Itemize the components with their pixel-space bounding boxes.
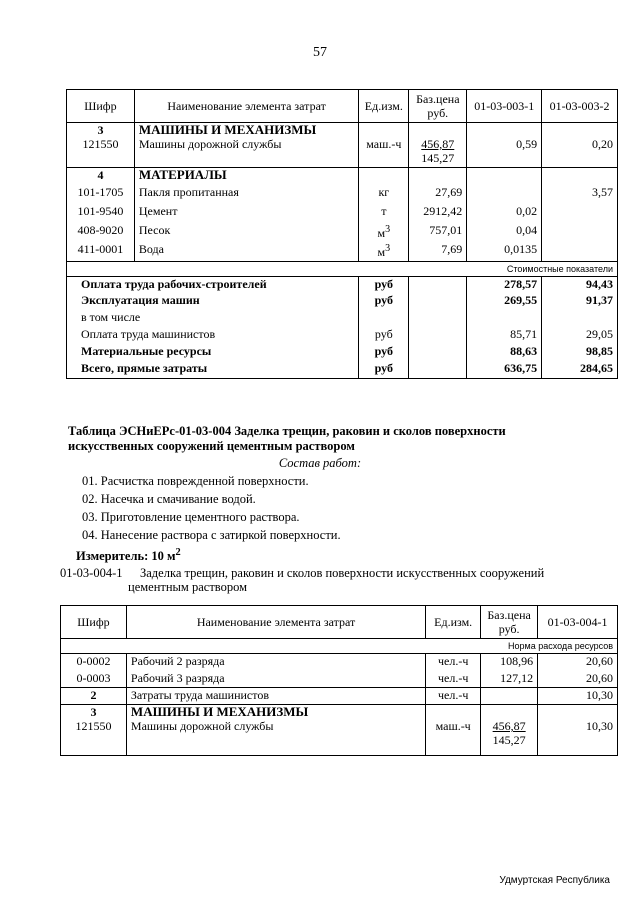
works-title: Состав работ: [278,456,362,470]
cost-row: Эксплуатация машин руб 269,55 91,37 [67,293,618,310]
table-title-line-2: искусственных сооружений цементным раствором [68,439,355,453]
work-item: 04. Нанесение раствора с затиркой поверхности. [82,528,341,542]
header-col-2: 01-03-003-2 [542,90,618,123]
table-row: 411-0001 Вода $м^3$ 7,69 0,0135 [67,242,618,261]
cost-row: Оплата труда машинистов руб 85,71 29,05 [67,327,618,344]
header-unit: Ед.изм. [359,90,409,123]
table-row: 121550 Машины дорожной службы маш.-ч 456,87 145,27 10,30 [61,719,618,755]
work-item: 01. Расчистка поврежденной поверхности. [82,474,309,488]
meter-label: Измеритель: 10 $м^2$ [76,547,181,564]
cost-header-row [67,261,618,276]
table-row: 121550 Машины дорожной службы маш.-ч 456,87 145,27 0,59 0,20 [67,137,618,167]
section-row: 3 МАШИНЫ И МЕХАНИЗМЫ [67,123,618,138]
table-header-row [61,606,618,639]
header-col-1: 01-03-004-1 [538,606,618,639]
item-desc-line-2: цементным раствором [128,580,248,594]
cost-row: в том числе [67,310,618,327]
cost-row: Оплата труда рабочих-строителей руб 278,57 94,43 [67,276,618,293]
header-code: Шифр [67,90,135,123]
header-name: Наименование элемента затрат [126,606,425,639]
table-row: 2 Затраты труда машинистов чел.-ч 10,30 [61,688,618,705]
resource-table-1 [66,89,618,379]
item-code: 01-03-004-1 [60,566,123,580]
table-title-line-1: Таблица ЭСНиЕРс-01-03-004 Заделка трещин, раковин и сколов поверхности [68,424,506,438]
table-row: 101-1705 Пакля пропитанная кг 27,69 3,57 [67,185,618,204]
section-row: 4 МАТЕРИАЛЫ [67,167,618,185]
header-code: Шифр [61,606,127,639]
cost-row: Всего, прямые затраты руб 636,75 284,65 [67,361,618,378]
header-unit: Ед.изм. [426,606,481,639]
table-row: 0-0002 Рабочий 2 разряда чел.-ч 108,96 20,60 [61,654,618,671]
work-item: 03. Приготовление цементного раствора. [82,510,300,524]
footer-region: Удмуртская Республика [499,875,610,886]
item-desc-line-1: Заделка трещин, раковин и сколов поверхности искусственных сооружений [140,566,545,580]
header-name: Наименование элемента затрат [134,90,358,123]
header-col-1: 01-03-003-1 [467,90,542,123]
header-price: Баз.цена руб. [481,606,538,639]
norm-header: Норма расхода ресурсов [481,639,618,654]
page-number: 57 [313,45,327,60]
cost-row: Материальные ресурсы руб 88,63 98,85 [67,344,618,361]
table-header-row [67,90,618,123]
table-row: 0-0003 Рабочий 3 разряда чел.-ч 127,12 20,60 [61,671,618,688]
work-item: 02. Насечка и смачивание водой. [82,492,256,506]
norm-header-row [61,639,618,654]
resource-table-2 [60,605,618,756]
table-row: 101-9540 Цемент т 2912,42 0,02 [67,204,618,223]
cost-header: Стоимостные показатели [467,261,618,276]
table-row: 408-9020 Песок $м^3$ 757,01 0,04 [67,223,618,242]
section-row: 3 МАШИНЫ И МЕХАНИЗМЫ [61,705,618,720]
header-price: Баз.цена руб. [409,90,467,123]
